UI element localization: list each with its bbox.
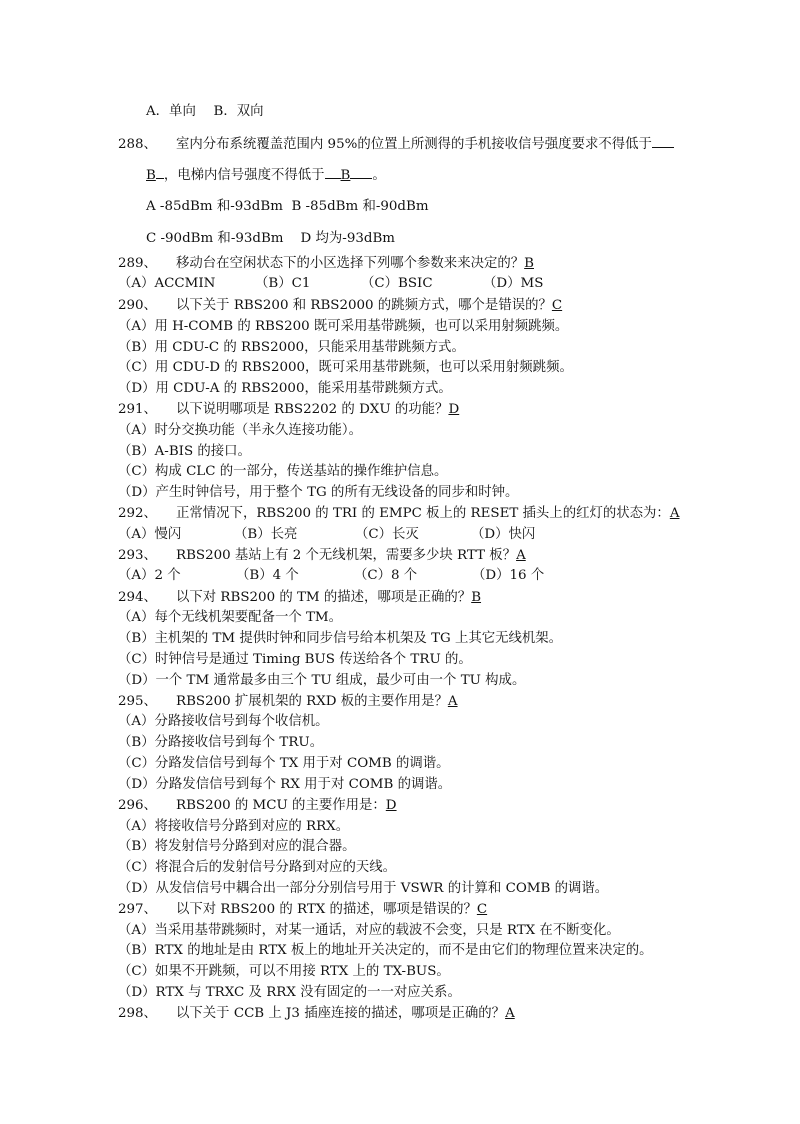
question-number: 291、 bbox=[118, 402, 157, 417]
option: （C）时钟信号是通过 Timing BUS 传送给各个 TRU 的。 bbox=[118, 652, 472, 667]
question-text: RBS200 的 MCU 的主要作用是： bbox=[176, 798, 386, 813]
option: D 均为-93dBm bbox=[300, 231, 395, 246]
q291-stem bbox=[118, 401, 459, 419]
answer-1: B bbox=[146, 168, 156, 183]
q298-stem bbox=[118, 1005, 515, 1023]
option: （C）BSIC bbox=[361, 276, 433, 291]
option: C -90dBm 和-93dBm bbox=[146, 231, 284, 246]
option: （D）MS bbox=[483, 276, 544, 291]
option: （A）将接收信号分路到对应的 RRX。 bbox=[118, 819, 350, 834]
option: （C）长灭 bbox=[355, 527, 419, 542]
option: （C）分路发信信号到每个 TX 用于对 COMB 的调谐。 bbox=[118, 756, 450, 771]
q295-stem bbox=[118, 693, 458, 711]
question-text: RBS200 基站上有 2 个无线机架，需要多少块 RTT 板？ bbox=[176, 548, 517, 563]
answer: A bbox=[447, 694, 458, 709]
option: （D）分路发信信号到每个 RX 用于对 COMB 的调谐。 bbox=[118, 777, 452, 792]
question-text: 以下关于 CCB 上 J3 插座连接的描述，哪项是正确的？ bbox=[176, 1006, 506, 1021]
answer: B bbox=[471, 590, 482, 605]
question-number: 295、 bbox=[118, 694, 157, 709]
q293-stem bbox=[118, 547, 526, 565]
option: （A）慢闪 bbox=[118, 527, 182, 542]
answer: C bbox=[476, 902, 488, 917]
option: （B）分路接收信号到每个 TRU。 bbox=[118, 735, 324, 750]
option: （B）将发射信号分路到对应的混合器。 bbox=[118, 839, 356, 854]
question-text: 室内分布系统覆盖范围内 95%的位置上所测得的手机接收信号强度要求不得低于 bbox=[176, 137, 652, 152]
question-text-cont: ，电梯内信号强度不得低于 bbox=[163, 168, 325, 183]
answer-blank bbox=[652, 135, 674, 148]
question-number: 290、 bbox=[118, 298, 157, 313]
option: （C）将混合后的发射信号分路到对应的天线。 bbox=[118, 860, 397, 875]
q294-stem bbox=[118, 589, 481, 607]
question-text: 以下说明哪项是 RBS2202 的 DXU 的功能？ bbox=[176, 402, 449, 417]
question-number: 289、 bbox=[118, 256, 157, 271]
option: （B）C1 bbox=[255, 276, 311, 291]
option: （B）A-BIS 的接口。 bbox=[118, 444, 251, 459]
question-text: 正常情况下，RBS200 的 TRI 的 EMPC 板上的 RESET 插头上的红灯的状态为： bbox=[176, 506, 670, 521]
option: （A）用 H-COMB 的 RBS200 既可采用基带跳频，也可以采用射频跳频。 bbox=[118, 319, 569, 334]
option: （D）16 个 bbox=[472, 568, 545, 583]
answer: A bbox=[669, 506, 680, 521]
answer-blank bbox=[325, 166, 341, 179]
q288-stem-cont bbox=[146, 166, 386, 185]
question-text: 以下对 RBS200 的 RTX 的描述，哪项是错误的？ bbox=[176, 902, 477, 917]
option: （D）一个 TM 通常最多由三个 TU 组成，最少可由一个 TU 构成。 bbox=[118, 673, 526, 688]
question-number: 298、 bbox=[118, 1006, 157, 1021]
answer-2: B bbox=[340, 168, 351, 183]
answer: C bbox=[551, 298, 563, 313]
question-text: 以下关于 RBS200 和 RBS2000 的跳频方式，哪个是错误的？ bbox=[176, 298, 552, 313]
option: （C）构成 CLC 的一部分，传送基站的操作维护信息。 bbox=[118, 464, 448, 479]
question-number: 288、 bbox=[118, 137, 157, 152]
option: （B）4 个 bbox=[236, 568, 299, 583]
q292-options bbox=[118, 526, 535, 544]
answer-blank bbox=[350, 166, 372, 179]
answer: A bbox=[516, 548, 526, 563]
question-text: 以下对 RBS200 的 TM 的描述，哪项是正确的？ bbox=[176, 590, 472, 605]
option: B -85dBm 和-90dBm bbox=[291, 199, 429, 214]
option: （B）主机架的 TM 提供时钟和同步信号给本机架及 TG 上其它无线机架。 bbox=[118, 631, 563, 646]
option: （A）2 个 bbox=[118, 568, 181, 583]
q293-options bbox=[118, 567, 544, 585]
answer: B bbox=[524, 256, 534, 271]
q289-options bbox=[118, 275, 543, 293]
question-number: 296、 bbox=[118, 798, 157, 813]
q287-options: A．单向 B．双向 bbox=[146, 104, 264, 119]
question-end: 。 bbox=[372, 168, 386, 183]
question-text: 移动台在空闲状态下的小区选择下列哪个参数来来决定的？ bbox=[176, 256, 525, 271]
option: （D）从发信信号中耦合出一部分分别信号用于 VSWR 的计算和 COMB 的调谐。 bbox=[118, 881, 609, 896]
q290-stem bbox=[118, 297, 562, 315]
q296-stem bbox=[118, 797, 397, 815]
option: （B）用 CDU-C 的 RBS2000，只能采用基带跳频方式。 bbox=[118, 340, 465, 355]
option: （B）长亮 bbox=[234, 527, 298, 542]
q288-stem bbox=[118, 135, 674, 154]
option: （B）RTX 的地址是由 RTX 板上的地址开关决定的，而不是由它们的物理位置来决定的。 bbox=[118, 943, 653, 958]
option: （D）用 CDU-A 的 RBS2000，能采用基带跳频方式。 bbox=[118, 381, 452, 396]
option: （C）如果不开跳频，可以不用接 RTX 上的 TX-BUS。 bbox=[118, 964, 450, 979]
answer: D bbox=[448, 402, 460, 417]
option: （C）用 CDU-D 的 RBS2000，既可采用基带跳频，也可以采用射频跳频。 bbox=[118, 360, 573, 375]
q289-stem bbox=[118, 255, 534, 273]
q297-stem bbox=[118, 901, 487, 919]
option: A -85dBm 和-93dBm bbox=[146, 199, 283, 214]
option: （D）快闪 bbox=[471, 527, 536, 542]
answer: D bbox=[385, 798, 397, 813]
option: （A）时分交换功能（半永久连接功能）。 bbox=[118, 423, 363, 438]
question-text: RBS200 扩展机架的 RXD 板的主要作用是？ bbox=[176, 694, 448, 709]
q292-stem bbox=[118, 505, 680, 523]
option: （A）ACCMIN bbox=[118, 276, 216, 291]
option: （A）分路接收信号到每个收信机。 bbox=[118, 714, 329, 729]
option: （C）8 个 bbox=[354, 568, 418, 583]
option: （D）RTX 与 TRXC 及 RRX 没有固定的一一对应关系。 bbox=[118, 985, 461, 1000]
answer-blank bbox=[156, 166, 164, 179]
question-number: 294、 bbox=[118, 590, 157, 605]
option: （A）当采用基带跳频时，对某一通话，对应的载波不会变，只是 RTX 在不断变化。 bbox=[118, 923, 620, 938]
q288-options-cd bbox=[146, 230, 395, 248]
answer: A bbox=[505, 1006, 515, 1021]
q288-options-ab bbox=[146, 198, 429, 216]
question-number: 293、 bbox=[118, 548, 157, 563]
question-number: 292、 bbox=[118, 506, 157, 521]
option: （A）每个无线机架要配备一个 TM。 bbox=[118, 610, 343, 625]
question-number: 297、 bbox=[118, 902, 157, 917]
option: （D）产生时钟信号，用于整个 TG 的所有无线设备的同步和时钟。 bbox=[118, 485, 519, 500]
